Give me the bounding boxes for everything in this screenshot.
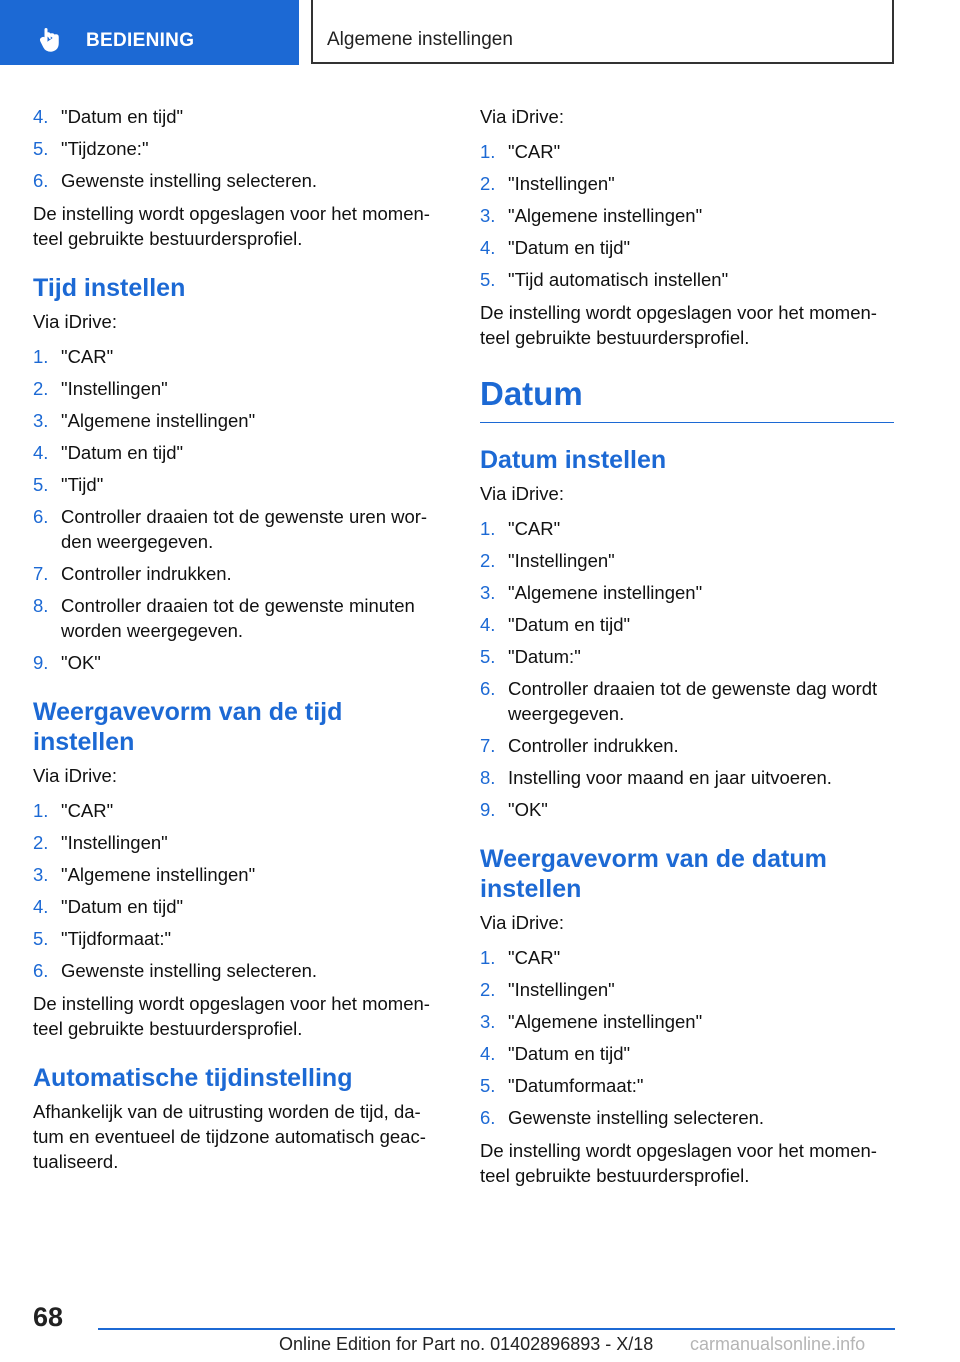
list-item-text: Controller draaien tot de gewenste minuten worden weergegeven. — [61, 595, 415, 641]
list-item-text: "Datum en tijd" — [61, 442, 184, 463]
list-item-text: "CAR" — [508, 518, 561, 539]
list-item — [33, 650, 447, 675]
via-idrive-label: Via iDrive: — [480, 483, 564, 504]
list-item-number: 4. — [480, 237, 496, 258]
list-item-number: 5. — [33, 928, 49, 949]
list-item-text: "Tijd" — [61, 474, 104, 495]
left-column — [33, 104, 447, 1184]
list-item — [480, 733, 894, 758]
footer-watermark: carmanualsonline.info — [690, 1334, 866, 1354]
list-item — [480, 765, 894, 790]
weergavevorm-tijd-note: De instelling wordt opgeslagen voor het momen‐teel gebruikte bestuurdersprofiel. — [33, 993, 430, 1039]
list-item-text: "Tijdformaat:" — [61, 928, 172, 949]
list-item-text: "Algemene instellingen" — [508, 582, 703, 603]
list-item-number: 4. — [480, 1043, 496, 1064]
heading-datum: Datum — [480, 374, 894, 423]
list-item-number: 7. — [33, 563, 49, 584]
list-item-number: 5. — [480, 269, 496, 290]
list-item-number: 2. — [480, 173, 496, 194]
list-item-text: Instelling voor maand en jaar uitvoeren. — [508, 767, 832, 788]
list-item-text: Gewenste instelling selecteren. — [61, 960, 318, 981]
list-item-number: 6. — [480, 1107, 496, 1128]
list-item-text: "Instellingen" — [508, 979, 615, 1000]
list-item-number: 4. — [33, 896, 49, 917]
list-item — [480, 516, 894, 541]
list-item-number: 4. — [33, 442, 49, 463]
heading-weergavevorm-tijd: Weergavevorm van de tijd instellen — [33, 698, 343, 756]
list-item-number: 3. — [480, 205, 496, 226]
list-item-text: "Datum en tijd" — [61, 896, 184, 917]
list-item-text: "Algemene instellingen" — [61, 864, 256, 885]
list-item — [33, 798, 447, 823]
list-item-number: 5. — [33, 138, 49, 159]
list-item-number: 3. — [480, 582, 496, 603]
list-item-text: Controller draaien tot de gewenste dag wordt weergegeven. — [508, 678, 878, 724]
list-item-text: "Datum en tijd" — [508, 237, 631, 258]
list-item — [33, 593, 447, 643]
list-item-text: Controller indrukken. — [508, 735, 679, 756]
list-item-text: "Instellingen" — [61, 832, 168, 853]
list-item — [33, 894, 447, 919]
datum-instellen-steps — [480, 516, 894, 822]
intro-note: De instelling wordt opgeslagen voor het momen‐teel gebruikte bestuurdersprofiel. — [33, 203, 430, 249]
list-item-number: 6. — [33, 170, 49, 191]
list-item — [480, 644, 894, 669]
list-item — [33, 136, 447, 161]
chapter-title: Algemene instellingen — [327, 29, 513, 50]
list-item-text: "Datumformaat:" — [508, 1075, 644, 1096]
heading-datum-instellen: Datum instellen — [480, 446, 667, 474]
list-item — [33, 376, 447, 401]
list-item — [33, 830, 447, 855]
list-item — [480, 797, 894, 822]
list-item-number: 4. — [33, 106, 49, 127]
list-item-number: 2. — [480, 550, 496, 571]
list-item-text: "Datum:" — [508, 646, 581, 667]
list-item-text: "Instellingen" — [508, 173, 615, 194]
list-item — [480, 1041, 894, 1066]
list-item — [480, 1105, 894, 1130]
list-item — [33, 440, 447, 465]
list-item-number: 1. — [33, 346, 49, 367]
list-item — [33, 408, 447, 433]
list-item — [33, 472, 447, 497]
heading-tijd-instellen: Tijd instellen — [33, 274, 186, 302]
via-idrive-label: Via iDrive: — [480, 912, 564, 933]
list-item-text: Gewenste instelling selecteren. — [61, 170, 318, 191]
list-item — [33, 104, 447, 129]
list-item — [33, 561, 447, 586]
via-idrive-label: Via iDrive: — [33, 765, 117, 786]
list-item-text: "Datum en tijd" — [61, 106, 184, 127]
list-item-number: 6. — [33, 960, 49, 981]
list-item-text: "Algemene instellingen" — [61, 410, 256, 431]
automatisch-steps — [480, 139, 894, 292]
list-item — [33, 504, 447, 554]
list-item-number: 8. — [33, 595, 49, 616]
list-item — [480, 267, 894, 292]
list-item — [480, 945, 894, 970]
list-item — [33, 926, 447, 951]
section-tab — [0, 0, 299, 65]
list-item — [480, 612, 894, 637]
list-item-number: 2. — [480, 979, 496, 1000]
tijd-instellen-steps — [33, 344, 447, 675]
footer-divider — [98, 1328, 895, 1330]
weergavevorm-datum-note: De instelling wordt opgeslagen voor het momen‐teel gebruikte bestuurdersprofiel. — [480, 1140, 877, 1186]
list-item-text: Gewenste instelling selecteren. — [508, 1107, 765, 1128]
list-item — [480, 139, 894, 164]
list-item — [480, 203, 894, 228]
list-item-number: 3. — [480, 1011, 496, 1032]
list-item-number: 1. — [480, 518, 496, 539]
list-item — [480, 235, 894, 260]
list-item-text: "CAR" — [61, 346, 114, 367]
list-item — [480, 548, 894, 573]
section-tab-label: BEDIENING — [86, 30, 195, 51]
list-item-number: 3. — [33, 410, 49, 431]
list-item-text: Controller indrukken. — [61, 563, 232, 584]
footer-edition: Online Edition for Part no. 01402896893 - X/18 — [279, 1334, 654, 1354]
list-item-text: Controller draaien tot de gewenste uren wor‐den weergegeven. — [61, 506, 428, 552]
list-item-number: 8. — [480, 767, 496, 788]
automatische-tijdinstelling-text: Afhankelijk van de uitrusting worden de tijd, da‐tum en eventueel de tijdzone automatisch geac‐tualiseerd. — [33, 1101, 426, 1172]
list-item-number: 6. — [33, 506, 49, 527]
chapter-header — [311, 0, 894, 64]
heading-weergavevorm-datum: Weergavevorm van de datum instellen — [480, 845, 827, 903]
list-item-number: 7. — [480, 735, 496, 756]
list-item-number: 2. — [33, 378, 49, 399]
list-item-number: 5. — [480, 1075, 496, 1096]
via-idrive-label: Via iDrive: — [33, 311, 117, 332]
weergavevorm-tijd-steps — [33, 798, 447, 983]
weergavevorm-datum-steps — [480, 945, 894, 1130]
list-item-number: 6. — [480, 678, 496, 699]
list-item — [33, 168, 447, 193]
page-number: 68 — [33, 1302, 64, 1332]
intro-list — [33, 104, 447, 193]
list-item-number: 1. — [480, 947, 496, 968]
list-item — [33, 344, 447, 369]
hand-pointer-icon — [38, 27, 64, 53]
list-item-text: "Instellingen" — [61, 378, 168, 399]
list-item-text: "Algemene instellingen" — [508, 1011, 703, 1032]
list-item-number: 1. — [33, 800, 49, 821]
list-item — [480, 171, 894, 196]
heading-automatische-tijdinstelling: Automatische tijdinstelling — [33, 1064, 353, 1092]
list-item-text: "OK" — [61, 652, 101, 673]
list-item — [480, 1073, 894, 1098]
right-column — [480, 104, 894, 1198]
list-item-text: "CAR" — [508, 141, 561, 162]
list-item-text: "Tijdzone:" — [61, 138, 149, 159]
list-item-text: "Algemene instellingen" — [508, 205, 703, 226]
list-item-number: 9. — [480, 799, 496, 820]
list-item — [480, 676, 894, 726]
list-item-text: "Datum en tijd" — [508, 614, 631, 635]
list-item — [33, 958, 447, 983]
list-item-number: 4. — [480, 614, 496, 635]
list-item-text: "Tijd automatisch instellen" — [508, 269, 729, 290]
list-item-number: 2. — [33, 832, 49, 853]
automatisch-note: De instelling wordt opgeslagen voor het momen‐teel gebruikte bestuurdersprofiel. — [480, 302, 877, 348]
list-item-text: "OK" — [508, 799, 548, 820]
list-item-number: 5. — [480, 646, 496, 667]
list-item-text: "CAR" — [508, 947, 561, 968]
list-item-number: 9. — [33, 652, 49, 673]
list-item — [480, 580, 894, 605]
list-item — [480, 1009, 894, 1034]
list-item-text: "Instellingen" — [508, 550, 615, 571]
list-item — [480, 977, 894, 1002]
list-item-number: 5. — [33, 474, 49, 495]
list-item-number: 3. — [33, 864, 49, 885]
list-item-text: "Datum en tijd" — [508, 1043, 631, 1064]
via-idrive-label: Via iDrive: — [480, 106, 564, 127]
list-item — [33, 862, 447, 887]
list-item-text: "CAR" — [61, 800, 114, 821]
list-item-number: 1. — [480, 141, 496, 162]
